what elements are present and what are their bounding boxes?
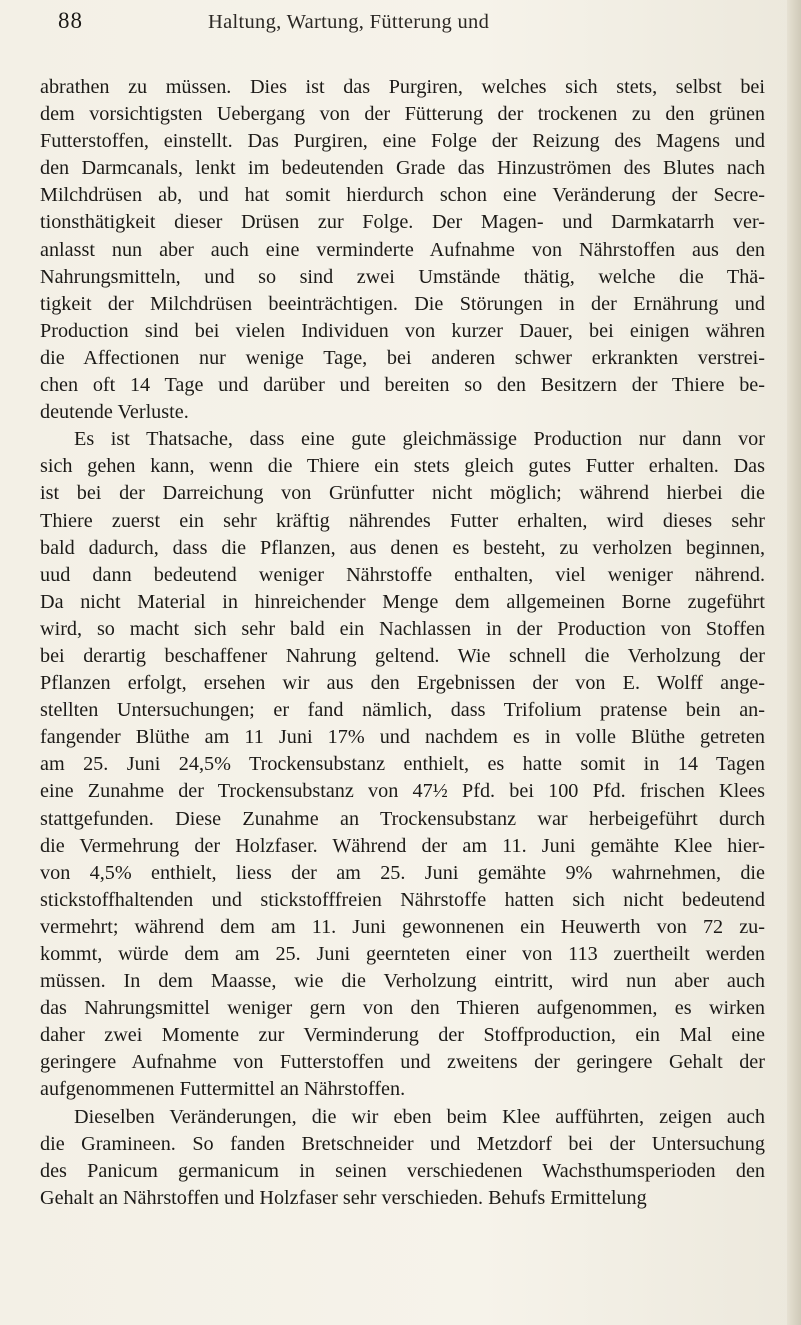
- text-line: Nahrungsmitteln, und so sind zwei Umstände thätig, welche die Thä-: [40, 265, 765, 288]
- text-line: Da nicht Material in hinreichender Menge dem allgemeinen Borne zugeführt: [40, 590, 765, 613]
- text-line: bei derartig beschaffener Nahrung geltend. Wie schnell die Verholzung der: [40, 644, 765, 667]
- text-line: stellten Untersuchungen; er fand nämlich, dass Trifolium pratense bein an-: [40, 699, 765, 722]
- text-line: die Vermehrung der Holzfaser. Während der am 11. Juni gemähte Klee hier-: [40, 834, 765, 857]
- text-line: Milchdrüsen ab, und hat somit hierdurch schon eine Veränderung der Secre-: [40, 184, 765, 207]
- text-line: Pflanzen erfolgt, ersehen wir aus den Ergebnissen der von E. Wolff ange-: [40, 672, 765, 695]
- text-line: stattgefunden. Diese Zunahme an Trockensubstanz war herbeigeführt durch: [40, 807, 765, 830]
- text-line: Futterstoffen, einstellt. Das Purgiren, eine Folge der Reizung des Magens und: [40, 130, 765, 153]
- paragraph: [40, 74, 765, 426]
- paragraph: [40, 426, 765, 1103]
- page-edge: [787, 0, 801, 1325]
- text-line: stickstoffhaltenden und stickstofffreien Nährstoffe hatten sich nicht bedeutend: [40, 888, 765, 911]
- text-line: wird, so macht sich sehr bald ein Nachlassen in der Production von Stoffen: [40, 617, 765, 640]
- text-line: fangender Blüthe am 11 Juni 17% und nachdem es in volle Blüthe getreten: [40, 726, 765, 749]
- paragraph: [40, 1104, 765, 1212]
- text-line: die Gramineen. So fanden Bretschneider und Metzdorf bei der Untersuchung: [40, 1132, 765, 1155]
- text-line: Es ist Thatsache, dass eine gute gleichmässige Production nur dann vor: [74, 428, 765, 451]
- text-line: dem vorsichtigsten Uebergang von der Fütterung der trockenen zu den grünen: [40, 103, 765, 126]
- text-line: tigkeit der Milchdrüsen beeinträchtigen. Die Störungen in der Ernährung und: [40, 292, 765, 315]
- text-line: am 25. Juni 24,5% Trockensubstanz enthielt, es hatte somit in 14 Tagen: [40, 753, 765, 776]
- text-line: Thiere zuerst ein sehr kräftig nährendes Futter erhalten, wird dieses sehr: [40, 509, 765, 532]
- text-line: das Nahrungsmittel weniger gern von den Thieren aufgenommen, es wirken: [40, 997, 765, 1020]
- text-line: müssen. In dem Maasse, wie die Verholzung eintritt, wird nun aber auch: [40, 970, 765, 993]
- text-line: deutende Verluste.: [40, 401, 189, 424]
- text-line: geringere Aufnahme von Futterstoffen und zweitens der geringere Gehalt der: [40, 1051, 765, 1074]
- text-line: aufgenommenen Futtermittel an Nährstoffen.: [40, 1078, 406, 1101]
- text-line: abrathen zu müssen. Dies ist das Purgiren, welches sich stets, selbst bei: [40, 76, 765, 98]
- running-head: Haltung, Wartung, Fütterung und: [208, 11, 490, 33]
- text-line: kommt, würde dem am 25. Juni geernteten einer von 113 zuertheilt werden: [40, 943, 765, 965]
- text-line: vermehrt; während dem am 11. Juni gewonnenen ein Heuwerth von 72 zu-: [40, 915, 765, 938]
- text-line: chen oft 14 Tage und darüber und bereiten so den Besitzern der Thiere be-: [40, 374, 765, 397]
- text-line: ist bei der Darreichung von Grünfutter nicht möglich; während hierbei die: [40, 482, 765, 505]
- text-line: den Darmcanals, lenkt im bedeutenden Grade das Hinzuströmen des Blutes nach: [40, 157, 765, 180]
- text-line: Dieselben Veränderungen, die wir eben beim Klee aufführten, zeigen auch: [74, 1105, 765, 1128]
- page-number: 88: [58, 8, 83, 33]
- page-header: [58, 8, 758, 40]
- text-line: uud dann bedeutend weniger Nährstoffe enthalten, viel weniger nährend.: [40, 563, 765, 586]
- text-line: die Affectionen nur wenige Tage, bei anderen schwer erkrankten verstrei-: [40, 346, 765, 369]
- text-line: des Panicum germanicum in seinen verschiedenen Wachsthumsperioden den: [40, 1159, 765, 1182]
- text-line: eine Zunahme der Trockensubstanz von 47½ Pfd. bei 100 Pfd. frischen Klees: [40, 780, 765, 803]
- text-line: Gehalt an Nährstoffen und Holzfaser sehr verschieden. Behufs Ermittelung: [40, 1186, 647, 1209]
- text-line: tionsthätigkeit dieser Drüsen zur Folge. Der Magen- und Darmkatarrh ver-: [40, 211, 765, 234]
- text-line: von 4,5% enthielt, liess der am 25. Juni gemähte 9% wahrnehmen, die: [40, 861, 765, 884]
- text-line: bald dadurch, dass die Pflanzen, aus denen es besteht, zu verholzen beginnen,: [40, 536, 765, 559]
- text-line: daher zwei Momente zur Verminderung der Stoffproduction, ein Mal eine: [40, 1024, 765, 1047]
- text-line: sich gehen kann, wenn die Thiere ein stets gleich gutes Futter erhalten. Das: [40, 455, 765, 478]
- text-line: anlasst nun aber auch eine verminderte Aufnahme von Nährstoffen aus den: [40, 238, 765, 261]
- text-line: Production sind bei vielen Individuen von kurzer Dauer, bei einigen währen: [40, 319, 765, 342]
- body-text: [40, 74, 765, 1212]
